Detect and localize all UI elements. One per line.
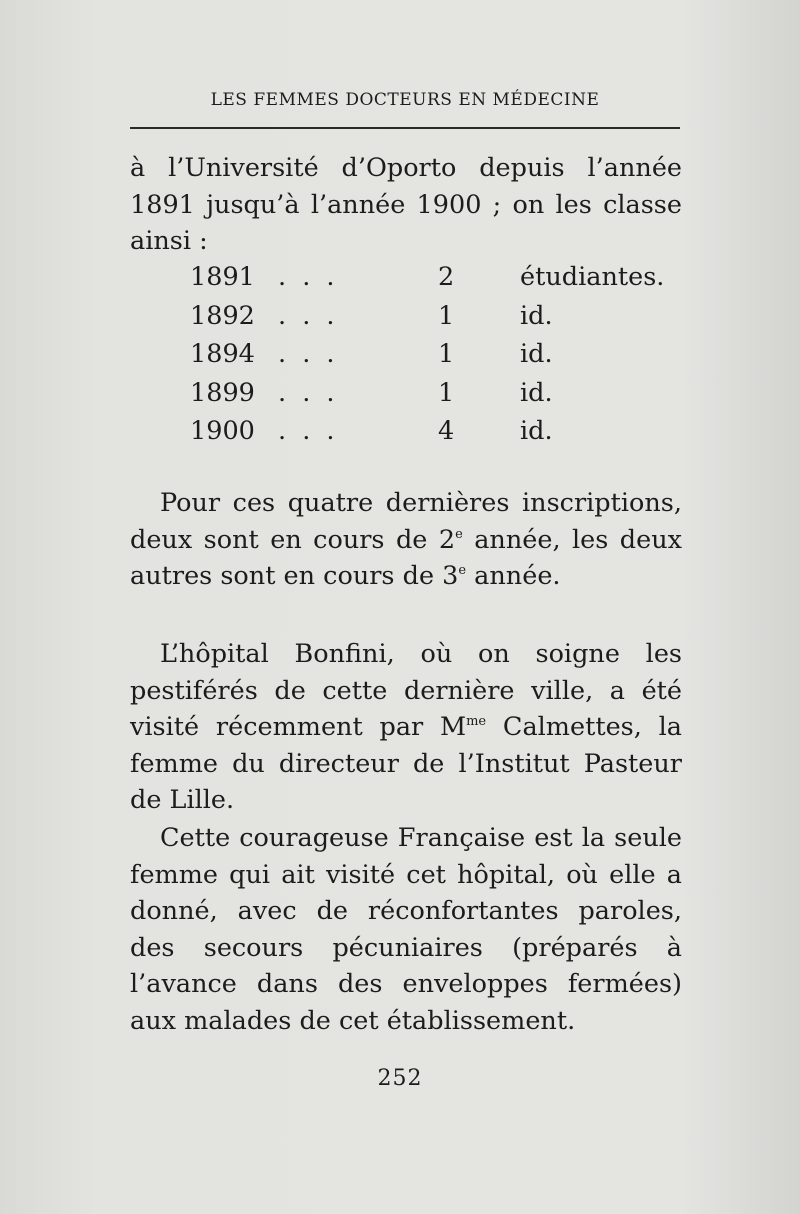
- inscriptions-text-b: année, les deux autres sont en cours de 3: [130, 524, 682, 591]
- table-row: [190, 258, 680, 297]
- table-row: [190, 297, 680, 336]
- leader-dots: . . .: [278, 300, 339, 331]
- table-row: [190, 374, 680, 413]
- page-number: 252: [377, 1066, 423, 1091]
- leader-dots: . . .: [278, 339, 339, 369]
- count-cell: 2: [438, 262, 455, 292]
- label-cell: id.: [520, 416, 553, 446]
- label-cell: id.: [520, 300, 553, 331]
- label-cell: id.: [520, 377, 553, 408]
- ordinal-superscript: e: [455, 526, 463, 542]
- year-cell: 1891: [190, 262, 255, 292]
- hospital-paragraph: [130, 636, 682, 819]
- leader-dots: . . .: [278, 416, 339, 446]
- count-cell: 1: [438, 339, 455, 369]
- year-cell: 1894: [190, 339, 255, 369]
- label-cell: étudiantes.: [520, 262, 665, 292]
- inscriptions-text-a: Pour ces quatre dernières inscriptions, deux sont en cours de 2: [130, 488, 682, 555]
- label-cell: id.: [520, 339, 553, 369]
- table-row: [190, 412, 680, 451]
- title-superscript: me: [466, 714, 487, 729]
- inscriptions-text-c: année.: [466, 561, 561, 591]
- year-cell: 1900: [190, 416, 255, 446]
- enrollment-table: [190, 258, 680, 451]
- year-cell: 1899: [190, 377, 255, 408]
- leader-dots: . . .: [278, 377, 339, 408]
- count-cell: 1: [438, 377, 455, 408]
- running-header: LES FEMMES DOCTEURS EN MÉDECINE: [210, 90, 600, 110]
- table-row: [190, 335, 680, 374]
- ordinal-superscript: e: [458, 563, 467, 578]
- hospital-text-a: L’hôpital Bonfini, où on soigne les pestiférés de cette dernière ville, a été visité récemment par M: [130, 639, 682, 742]
- count-cell: 4: [438, 416, 455, 446]
- inscriptions-paragraph: [130, 485, 682, 595]
- header-rule: [130, 127, 680, 129]
- year-cell: 1892: [190, 300, 255, 331]
- courage-paragraph: Cette courageuse Française est la seule femme qui ait visité cet hôpital, où elle a donné, avec de réconfortantes paroles, des secours pécuniaires (préparés à l’avance dans des enveloppes fermées) aux malades de cet établissement.: [130, 823, 682, 1036]
- leader-dots: . . .: [278, 262, 339, 292]
- count-cell: 1: [438, 300, 455, 331]
- intro-paragraph: à l’Université d’Oporto depuis l’année 1891 jusqu’à l’année 1900 ; on les classe ainsi :: [130, 153, 682, 256]
- hospital-text-b: Calmettes, la femme du directeur de l’Institut Pasteur de Lille.: [130, 712, 682, 815]
